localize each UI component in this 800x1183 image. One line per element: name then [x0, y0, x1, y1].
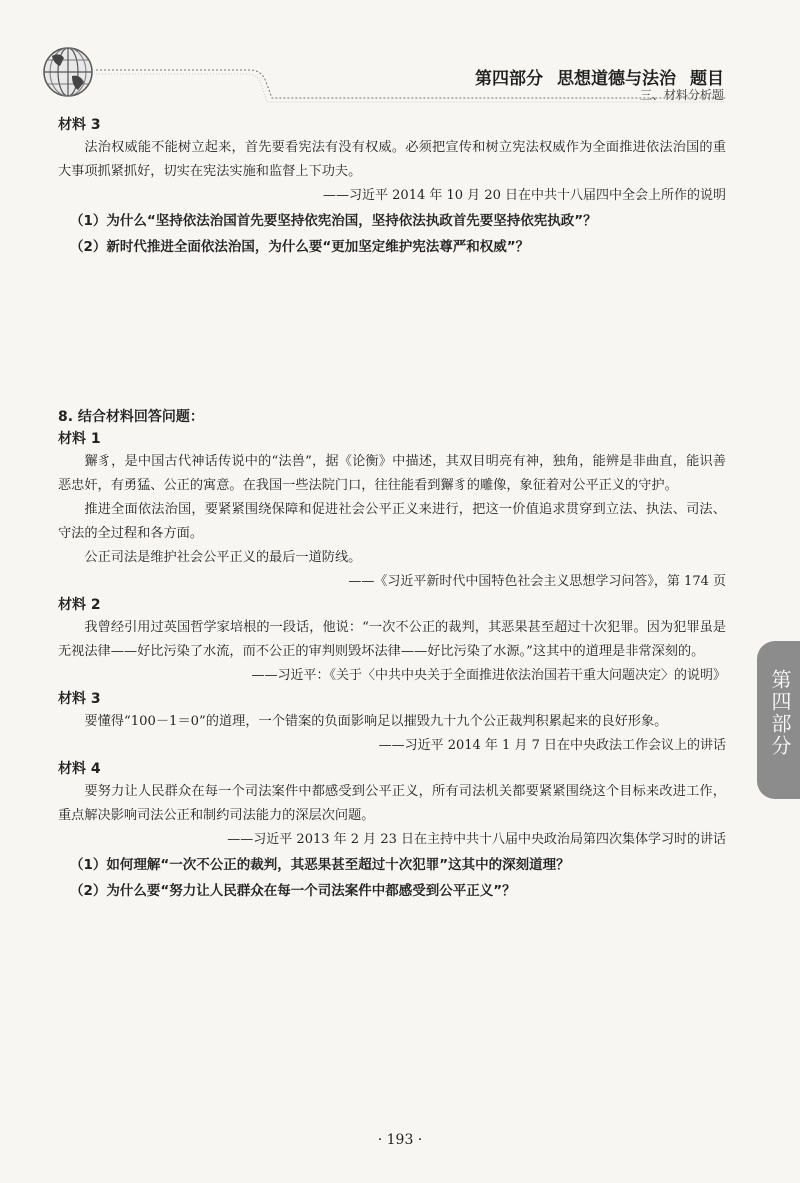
question-1: （1）为什么“坚持依法治国首先要坚持依宪治国，坚持依法执政首先要坚持依宪执政”？	[70, 213, 597, 229]
side-tab	[757, 641, 800, 799]
side-tab-label: 第四部分	[768, 669, 792, 757]
header-section-label: 题目	[690, 69, 724, 89]
question-8-1: （1）如何理解“一次不公正的裁判，其恶果甚至超过十次犯罪”这其中的深刻道理？	[70, 857, 570, 873]
globe-icon	[42, 46, 94, 98]
question-2: （2）新时代推进全面依法治国，为什么要“更加坚定维护宪法尊严和权威”？	[70, 239, 530, 255]
material-1-source: ——《习近平新时代中国特色社会主义思想学习问答》，第 174 页	[348, 574, 726, 589]
question-8-2: （2）为什么要“努力让人民群众在每一个司法案件中都感受到公平正义”？	[70, 883, 516, 899]
material-3-paragraph: 要懂得“100－1＝0”的道理，一个错案的负面影响足以摧毁九十九个公正裁判积累起来的良好形象。	[84, 714, 668, 729]
header-subsection: 三、材料分析题	[639, 88, 724, 102]
material-paragraph: 法治权威能不能树立起来，首先要看宪法有没有权威。必须把宣传和树立宪法权威作为全面推进依法治国的重大事项抓紧抓好，切实在宪法实施和监督上下功夫。	[58, 140, 726, 179]
page-number: · 193 ·	[377, 1132, 423, 1148]
material-2-paragraph: 我曾经引用过英国哲学家培根的一段话，他说：“一次不公正的裁判，其恶果甚至超过十次犯罪。因为犯罪虽是无视法律——好比污染了水流，而不公正的审判则毁坏法律——好比污染了水源。”这其中的道理是非常深刻的。	[58, 620, 726, 659]
question-8-heading: 8. 结合材料回答问题：	[58, 409, 204, 425]
material-1-paragraph-3: 公正司法是维护社会公平正义的最后一道防线。	[84, 550, 362, 565]
material-2-source: ——习近平：《关于〈中共中央关于全面推进依法治国若干重大问题决定〉的说明》	[251, 668, 726, 683]
material-4-label: 材料 4	[58, 761, 101, 777]
material-4-source: ——习近平 2013 年 2 月 23 日在主持中共十八届中央政治局第四次集体学习时的讲话	[227, 832, 726, 847]
material-2-label: 材料 2	[58, 597, 101, 613]
material-1-label: 材料 1	[58, 431, 101, 447]
material-4-paragraph: 要努力让人民群众在每一个司法案件中都感受到公平正义，所有司法机关都要紧紧围绕这个目标来改进工作，重点解决影响司法公正和制约司法能力的深层次问题。	[58, 784, 726, 823]
material-3-source: ——习近平 2014 年 1 月 7 日在中央政法工作会议上的讲话	[378, 738, 726, 753]
material-label: 材料 3	[58, 117, 101, 133]
answer-space	[58, 260, 726, 406]
material-1-paragraph-2: 推进全面依法治国，要紧紧围绕保障和促进社会公平正义来进行，把这一价值追求贯穿到立法、执法、司法、守法的全过程和各方面。	[58, 502, 726, 541]
material-1-paragraph-1: 獬豸，是中国古代神话传说中的“法兽”，据《论衡》中描述，其双目明亮有神，独角，能辨是非曲直，能识善恶忠奸，有勇猛、公正的寓意。在我国一些法院门口，往往能看到獬豸的雕像，象征着对公平正义的守护。	[58, 454, 726, 493]
header-part: 第四部分	[475, 69, 543, 89]
material-3-label: 材料 3	[58, 691, 101, 707]
page-content	[58, 114, 726, 904]
material-source: ——习近平 2014 年 10 月 20 日在中共十八届四中全会上所作的说明	[323, 188, 726, 203]
header-subject: 思想道德与法治	[557, 69, 676, 89]
